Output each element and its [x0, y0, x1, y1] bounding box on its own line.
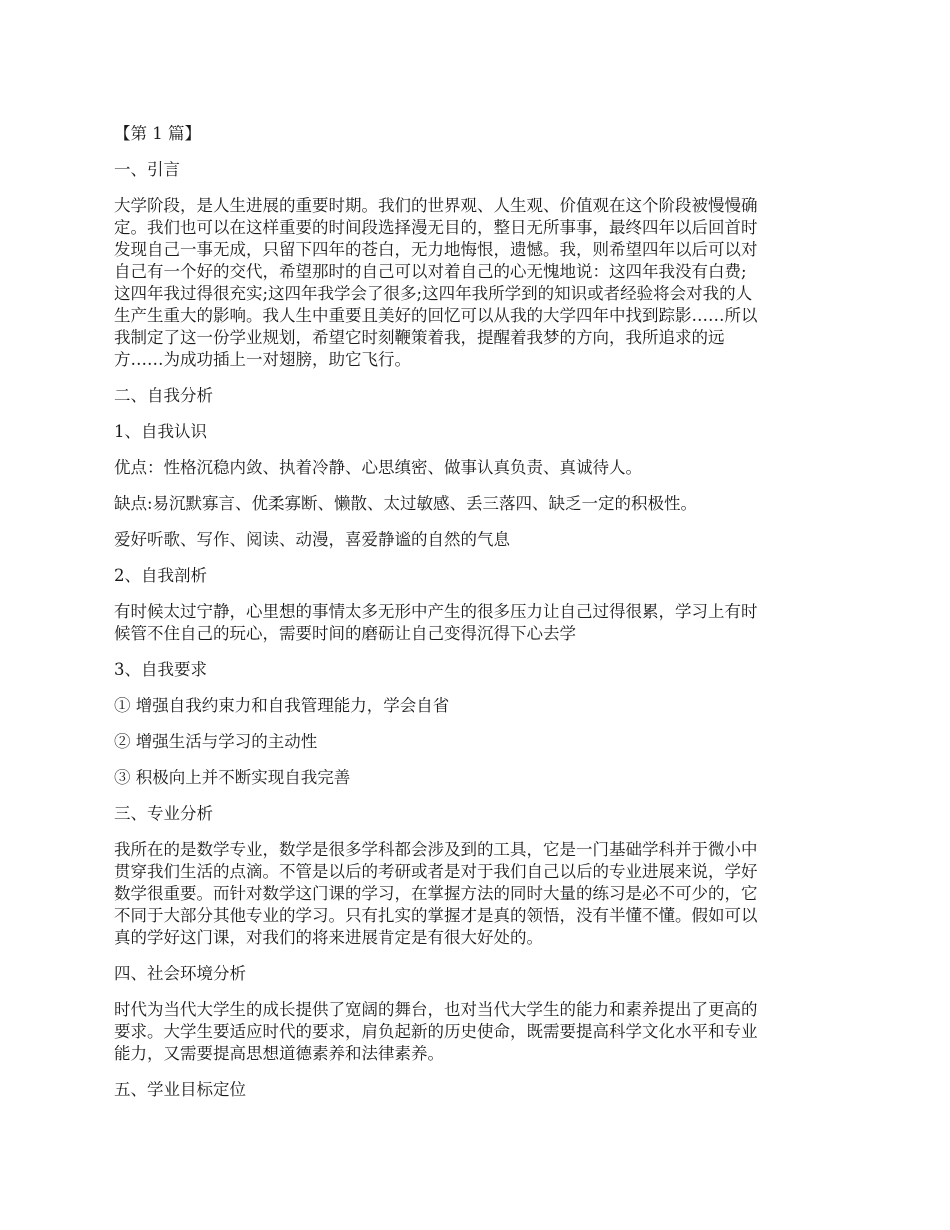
paragraph-line: 有时候太过宁静，心里想的事情太多无形中产生的很多压力让自己过得很累，学习上有时	[114, 602, 758, 621]
subheading-self-dissection: 2、自我剖析	[114, 566, 207, 585]
paragraph-line: 能力，又需要提高思想道德素养和法律素养。	[114, 1044, 444, 1063]
section-heading-self-analysis: 二、自我分析	[114, 386, 213, 405]
paragraph-line: 真的学好这门课，对我们的将来进展肯定是有很大好处的。	[114, 928, 543, 947]
paragraph-line: 候管不住自己的玩心，需要时间的磨砺让自己变得沉得下心去学	[114, 624, 576, 643]
section-heading-introduction: 一、引言	[114, 160, 180, 179]
paragraph-line: 大学阶段，是人生进展的重要时期。我们的世界观、人生观、价值观在这个阶段被慢慢确	[114, 196, 758, 215]
strengths-line: 优点：性格沉稳内敛、执着冷静、心思缜密、做事认真负责、真诚待人。	[114, 458, 642, 477]
paragraph-line: 方……为成功插上一对翅膀，助它飞行。	[114, 350, 411, 369]
hobbies-line: 爱好听歌、写作、阅读、动漫，喜爱静谧的自然的气息	[114, 530, 510, 549]
paragraph-line: 要求。大学生要适应时代的要求，肩负起新的历史使命，既需要提高科学文化水平和专业	[114, 1022, 758, 1041]
paragraph-line: 这四年我过得很充实;这四年我学会了很多;这四年我所学到的知识或者经验将会对我的人	[114, 284, 753, 303]
requirement-item-2: ② 增强生活与学习的主动性	[114, 732, 318, 751]
paragraph-line: 不同于大部分其他专业的学习。只有扎实的掌握才是真的领悟，没有半懂不懂。假如可以	[114, 906, 758, 925]
paragraph-line: 自己有一个好的交代，希望那时的自己可以对着自己的心无愧地说：这四年我没有白费;	[114, 262, 747, 281]
requirement-item-1: ① 增强自我约束力和自我管理能力，学会自省	[114, 696, 450, 715]
paragraph-line: 定。我们也可以在这样重要的时间段选择漫无目的，整日无所事事，最终四年以后回首时	[114, 218, 758, 237]
document-page	[114, 123, 838, 1115]
weaknesses-line: 缺点:易沉默寡言、优柔寡断、懒散、太过敏感、丢三落四、缺乏一定的积极性。	[114, 494, 698, 513]
requirement-item-3: ③ 积极向上并不断实现自我完善	[114, 768, 351, 787]
subheading-self-requirements: 3、自我要求	[114, 660, 207, 679]
paragraph-social-environment	[114, 999, 838, 1065]
article-marker: 【第 1 篇】	[114, 124, 201, 143]
section-heading-academic-goals: 五、学业目标定位	[114, 1080, 246, 1099]
paragraph-line: 贯穿我们生活的点滴。不管是以后的考研或者是对于我们自己以后的专业进展来说，学好	[114, 862, 758, 881]
paragraph-major-analysis	[114, 839, 838, 949]
paragraph-line: 生产生重大的影响。我人生中重要且美好的回忆可以从我的大学四年中找到踪影……所以	[114, 306, 758, 325]
paragraph-line: 数学很重要。而针对数学这门课的学习，在掌握方法的同时大量的练习是必不可少的，它	[114, 884, 758, 903]
paragraph-introduction	[114, 195, 838, 371]
paragraph-self-dissection	[114, 601, 838, 645]
section-heading-social-environment: 四、社会环境分析	[114, 964, 246, 983]
paragraph-line: 发现自己一事无成，只留下四年的苍白，无力地悔恨，遗憾。我，则希望四年以后可以对	[114, 240, 758, 259]
subheading-self-knowledge: 1、自我认识	[114, 422, 207, 441]
paragraph-line: 我制定了这一份学业规划，希望它时刻鞭策着我，提醒着我梦的方向，我所追求的远	[114, 328, 725, 347]
section-heading-major-analysis: 三、专业分析	[114, 804, 213, 823]
paragraph-line: 时代为当代大学生的成长提供了宽阔的舞台，也对当代大学生的能力和素养提出了更高的	[114, 1000, 758, 1019]
paragraph-line: 我所在的是数学专业，数学是很多学科都会涉及到的工具，它是一门基础学科并于微小中	[114, 840, 758, 859]
